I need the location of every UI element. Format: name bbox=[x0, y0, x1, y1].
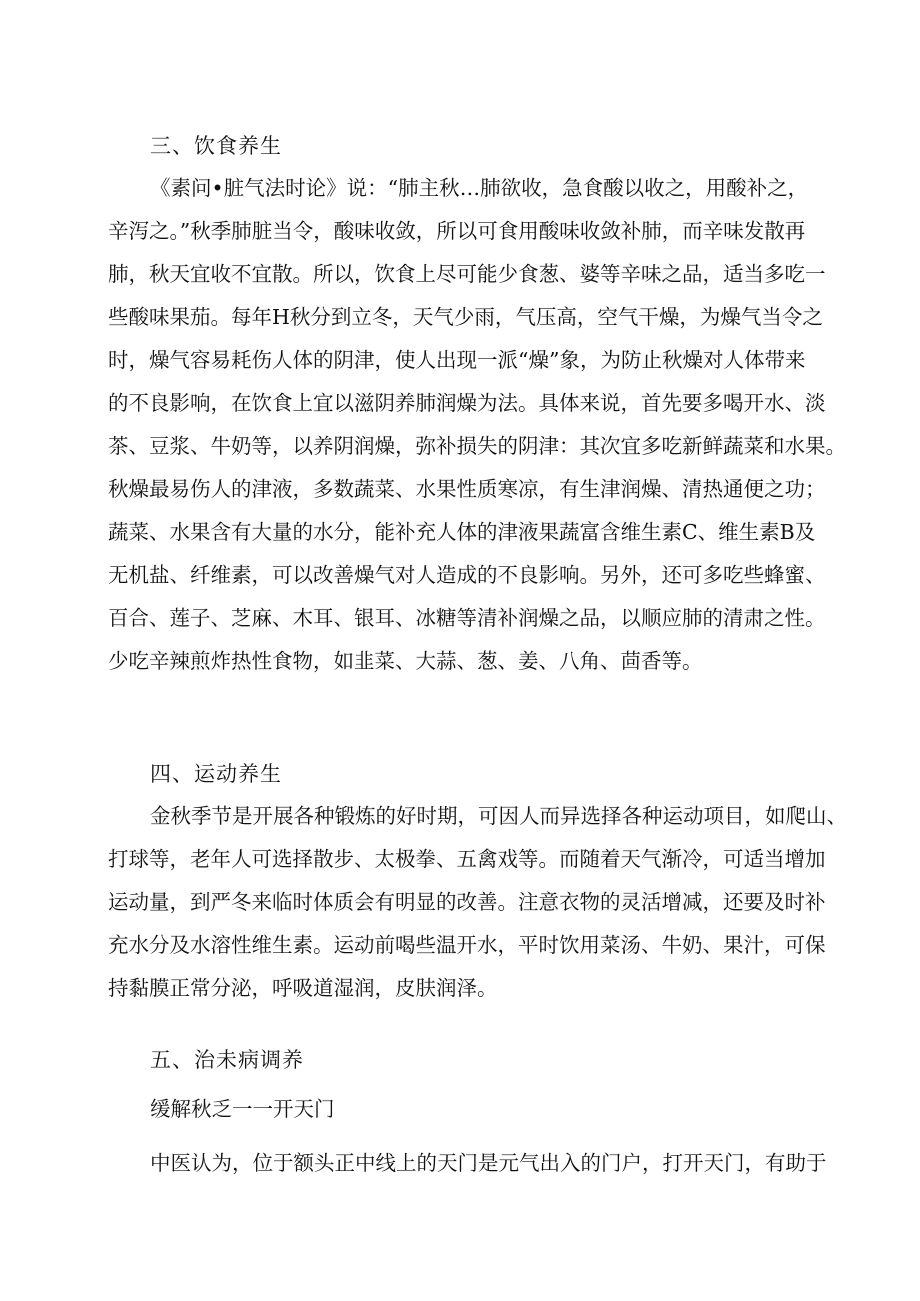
exercise-line-4: 充水分及水溶性维生素。运动前喝些温开水，平时饮用菜汤、牛奶、果汁，可保 bbox=[108, 933, 826, 957]
diet-line-2: 辛泻之。”秋季肺脏当令，酸味收敛，所以可食用酸味收敛补肺，而辛味发散再 bbox=[108, 219, 806, 243]
diet-line-8: 秋燥最易伤人的津液，多数蔬菜、水果性质寒凉，有生津润燥、清热通便之功； bbox=[108, 477, 826, 501]
diet-line-4: 些酸味果茄。每年H秋分到立冬，天气少雨，气压高，空气干燥，为燥气当令之 bbox=[108, 305, 823, 329]
prevention-line-1: 中医认为，位于额头正中线上的天门是元气出入的门户，打开天门，有助于 bbox=[150, 1151, 827, 1175]
diet-line-3: 肺，秋天宜收不宜散。所以，饮食上尽可能少食葱、婆等辛味之品，适当多吃一 bbox=[108, 262, 826, 286]
diet-line-11: 百合、莲子、芝麻、木耳、银耳、冰糖等清补润燥之品，以顺应肺的清肃之性。 bbox=[108, 606, 826, 630]
diet-line-7: 茶、豆浆、牛奶等，以养阴润燥，弥补损失的阴津：其次宜多吃新鲜蔬菜和水果。 bbox=[108, 434, 846, 458]
exercise-line-1: 金秋季节是开展各种锻炼的好时期，可因人而异选择各种运动项目，如爬山、 bbox=[150, 804, 847, 828]
diet-line-12: 少吃辛辣煎炸热性食物，如韭菜、大蒜、葱、姜、八角、茴香等。 bbox=[108, 649, 703, 673]
section-heading-exercise: 四、运动养生 bbox=[150, 762, 282, 786]
section-heading-prevention: 五、治未病调养 bbox=[150, 1048, 304, 1072]
diet-line-1: 《素问•脏气法时论》说：“肺主秋…肺欲收，急食酸以收之，用酸补之， bbox=[150, 176, 809, 200]
diet-line-6: 的不良影响，在饮食上宜以滋阴养肺润燥为法。具体来说，首先要多喝开水、淡 bbox=[108, 391, 826, 415]
prevention-subheading: 缓解秋乏一一开天门 bbox=[150, 1097, 335, 1121]
exercise-line-5: 持黏膜正常分泌，呼吸道湿润，皮肤润泽。 bbox=[108, 976, 498, 1000]
section-heading-diet: 三、饮食养生 bbox=[150, 134, 282, 158]
diet-line-5: 时，燥气容易耗伤人体的阴津，使人出现一派“燥”象，为防止秋燥对人体带来 bbox=[108, 348, 806, 372]
exercise-line-3: 运动量，到严冬来临时体质会有明显的改善。注意衣物的灵活增减，还要及时补 bbox=[108, 890, 826, 914]
diet-line-9: 蔬菜、水果含有大量的水分，能补充人体的津液果蔬富含维生素C、维生素B及 bbox=[108, 520, 816, 544]
diet-line-10: 无机盐、纤维素，可以改善燥气对人造成的不良影响。另外，还可多吃些蜂蜜、 bbox=[108, 563, 826, 587]
exercise-line-2: 打球等，老年人可选择散步、太极拳、五禽戏等。而随着天气渐冷，可适当增加 bbox=[108, 847, 826, 871]
